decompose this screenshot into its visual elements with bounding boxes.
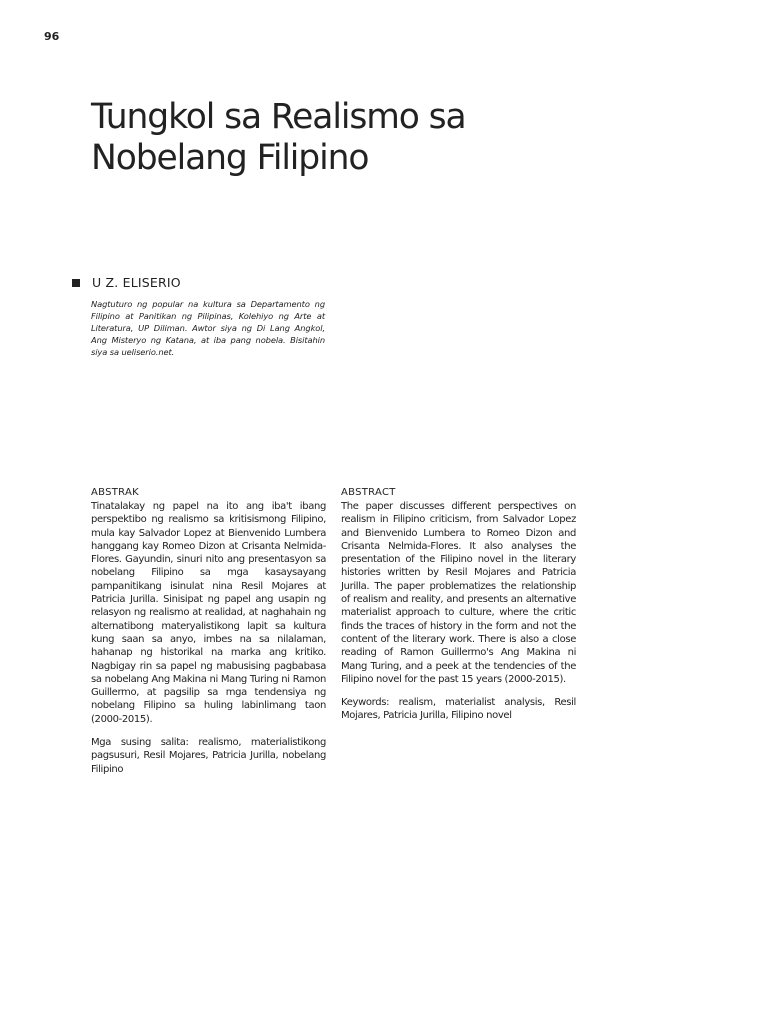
article-title: Tungkol sa Realismo sa Nobelang Filipino (91, 97, 466, 178)
author-bio: Nagtuturo ng popular na kultura sa Departamento ng Filipino at Panitikan ng Pilipinas, Kolehiyo ng Arte at Literatura, UP Diliman. Awtor siya ng Di Lang Angkol, Ang Misteryo ng Katana, at iba pang nobela. Bisitahin siya sa ueliserio.net. (91, 299, 325, 357)
author-name: U Z. ELISERIO (92, 275, 181, 290)
abstrak-keywords (91, 736, 326, 776)
abstrak-keywords-list: : realismo, materialistikong pagsusuri, Resil Mojares, Patricia Jurilla, nobelang Filipino (91, 737, 326, 775)
abstract-keywords-list: : realism, materialist analysis, Resil Mojares, Patricia Jurilla, Filipino novel (341, 697, 576, 722)
author-bullet-icon (72, 279, 80, 287)
abstract-section (341, 486, 576, 723)
abstrak-section (91, 486, 326, 776)
abstrak-keywords-label: Mga susing salita (91, 737, 186, 749)
abstract-keywords-label: Keywords (341, 697, 387, 709)
page-number: 96 (44, 30, 60, 43)
abstract-body: The paper discusses different perspectives on realism in Filipino criticism, from Salvador Lopez and Bienvenido Lumbera to Romeo Dizon and Crisanta Nelmida-Flores. It also analyses the presentation of the Filipino novel in the literary histories written by Resil Mojares and Patricia Jurilla. The paper problematizes the relationship of realism and reality, and presents an alternative materialist approach to culture, where the critic finds the traces of history in the form and not the content of the literary work. There is also a close reading of Ramon Guillermo's Ang Makina ni Mang Turing, and a peek at the tendencies of the Filipino novel for the past 15 years (2000-2015). (341, 501, 576, 685)
abstract-heading: ABSTRACT (341, 487, 396, 498)
abstrak-body: Tinatalakay ng papel na ito ang iba't ibang perspektibo ng realismo sa kritisismong Filipino, mula kay Salvador Lopez at Bienvenido Lumbera hanggang kay Romeo Dizon at Crisanta Nelmida-Flores. Gayundin, sinuri nito ang presentasyon sa nobelang Filipino sa mga kasaysayang pampanitikang isinulat nina Resil Mojares at Patricia Jurilla. Sinisipat ng papel ang usapin ng relasyon ng realismo at realidad, at naghahain ng alternatibong materyalistikong lapit sa kultura kung saan sa anyo, imbes na sa nilalaman, hahanap ng historikal na marka ang kritiko. Nagbigay rin sa papel ng mabusising pagbabasa sa nobelang Ang Makina ni Mang Turing ni Ramon Guillermo, at pagsilip sa mga tendensiya ng nobelang Filipino sa huling labinlimang taon (2000-2015). (91, 501, 326, 725)
abstrak-heading: ABSTRAK (91, 487, 140, 498)
abstract-keywords (341, 696, 576, 723)
author-byline (72, 275, 181, 290)
